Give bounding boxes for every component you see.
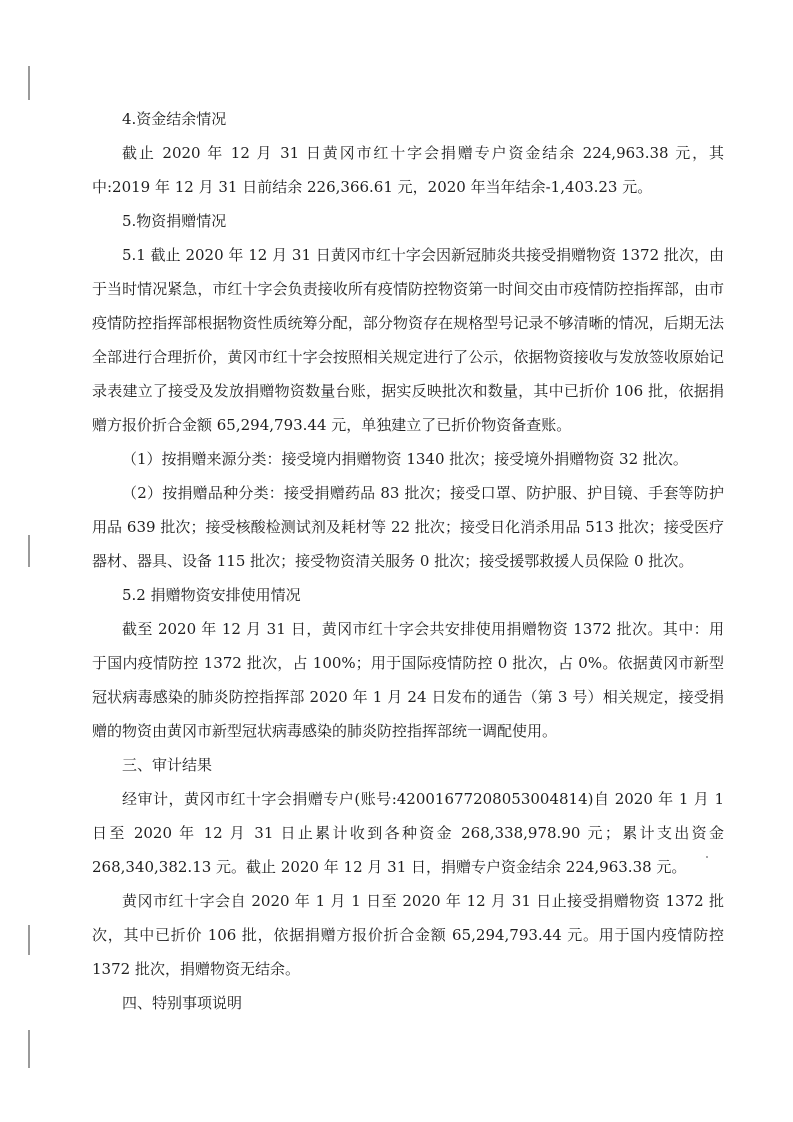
section-heading-material-donation: 5.物资捐赠情况 xyxy=(122,212,227,230)
section-heading-special-notes: 四、特别事项说明 xyxy=(122,994,243,1012)
section-heading-material-usage: 5.2 捐赠物资安排使用情况 xyxy=(122,586,301,604)
scan-margin-mark xyxy=(28,925,30,955)
paragraph-donation-source: （1）按捐赠来源分类：接受境内捐赠物资 1340 批次；接受境外捐赠物资 32 批次。 xyxy=(122,450,688,468)
paragraph-audit-funds: 经审计，黄冈市红十字会捐赠专户(账号:42001677208053004814)自 2020 年 1 月 1 日至 2020 年 12 月 31 日止累计收到各种资金 268,338,978.90 元；累计支出资金 268,340,382.13 元。截止 2020 年 12 月 31 日，捐赠专户资金结余 224,963.38 元。 xyxy=(92,790,724,876)
paragraph-fund-balance: 截止 2020 年 12 月 31 日黄冈市红十字会捐赠专户资金结余 224,963.38 元，其中:2019 年 12 月 31 日前结余 226,366.61 元，2020 年当年结余-1,403.23 元。 xyxy=(92,144,724,196)
section-heading-fund-balance: 4.资金结余情况 xyxy=(122,110,227,128)
paragraph-donation-category: （2）按捐赠品种分类：接受捐赠药品 83 批次；接受口罩、防护服、护目镜、手套等防护用品 639 批次；接受核酸检测试剂及耗材等 22 批次；接受日化消杀用品 513 批次；接受医疗器材、器具、设备 115 批次；接受物资清关服务 0 批次；接受援鄂救援人员保险 0 批次。 xyxy=(92,484,724,570)
paragraph-material-usage: 截至 2020 年 12 月 31 日，黄冈市红十字会共安排使用捐赠物资 1372 批次。其中：用于国内疫情防控 1372 批次，占 100%；用于国际疫情防控 0 批次，占 0%。依据黄冈市新型冠状病毒感染的肺炎防控指挥部 2020 年 1 月 24 日发布的通告（第 3 号）相关规定，接受捐赠的物资由黄冈市新型冠状病毒感染的肺炎防控指挥部统一调配使用。 xyxy=(92,620,724,740)
section-heading-audit-result: 三、审计结果 xyxy=(122,756,213,774)
scan-margin-mark xyxy=(28,66,30,100)
scan-margin-mark xyxy=(28,535,30,567)
paragraph-material-donation: 5.1 截止 2020 年 12 月 31 日黄冈市红十字会因新冠肺炎共接受捐赠物资 1372 批次，由于当时情况紧急，市红十字会负责接收所有疫情防控物资第一时间交由市疫情防控指挥部，由市疫情防控指挥部根据物资性质统筹分配，部分物资存在规格型号记录不够清晰的情况，后期无法全部进行合理折价，黄冈市红十字会按照相关规定进行了公示，依据物资接收与发放签收原始记录表建立了接受及发放捐赠物资数量台账，据实反映批次和数量，其中已折价 106 批，依据捐赠方报价折合金额 65,294,793.44 元，单独建立了已折价物资备查账。 xyxy=(92,246,724,434)
paragraph-audit-materials: 黄冈市红十字会自 2020 年 1 月 1 日至 2020 年 12 月 31 日止接受捐赠物资 1372 批次，其中已折价 106 批，依据捐赠方报价折合金额 65,294,793.44 元。用于国内疫情防控 1372 批次，捐赠物资无结余。 xyxy=(92,892,724,978)
document-body xyxy=(92,102,724,1020)
scan-margin-mark xyxy=(28,1030,30,1068)
